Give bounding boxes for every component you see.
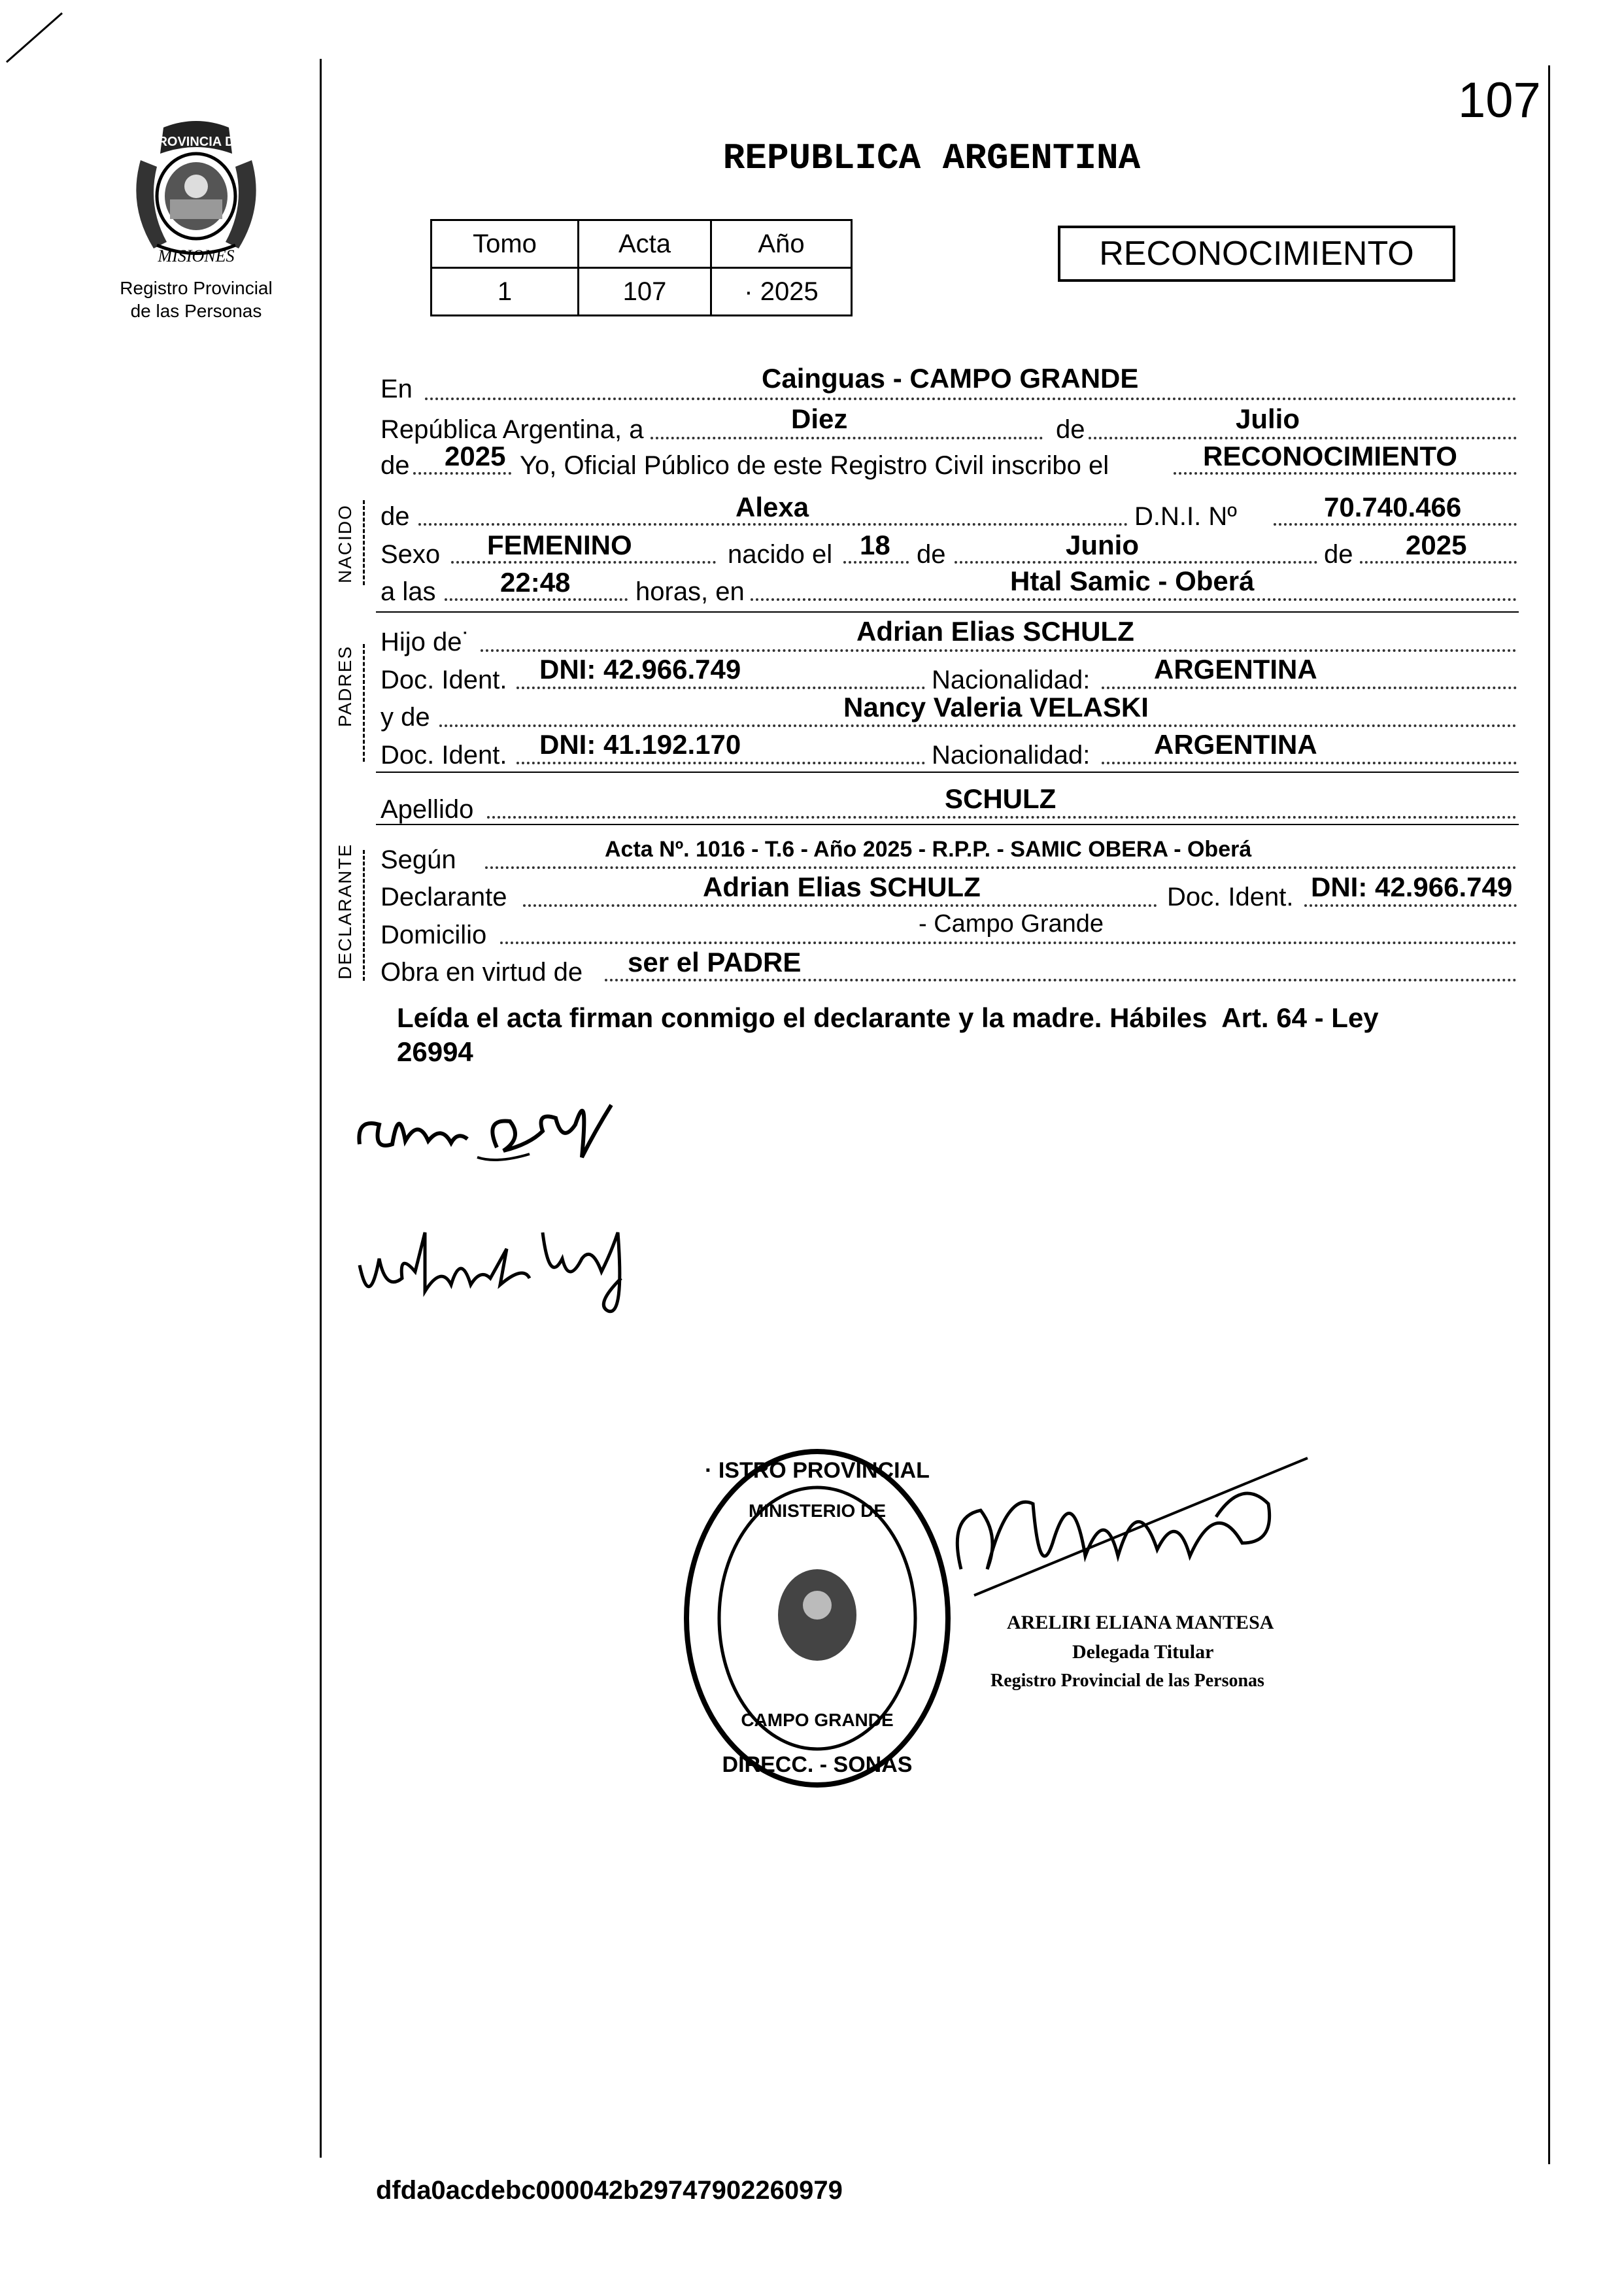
dots [523,904,1157,907]
value-day: Diez [791,403,848,434]
th-acta: Acta [579,220,711,268]
declarant-signature [347,1079,641,1190]
document-hash: dfda0acdebc000042b29747902260979 [376,2176,843,2205]
th-tomo: Tomo [431,220,579,268]
value-mother-name: Nancy Valeria VELASKI [843,692,1149,722]
label-obra-en-virtud: Obra en virtud de [381,958,583,987]
label-de-m: de [917,540,946,569]
label-a-las: a las [381,577,436,606]
label-doc-ident-mother: Doc. Ident. [381,741,507,770]
dots [445,598,628,601]
value-domicile: - Campo Grande [919,910,1104,938]
dots [1304,904,1517,907]
value-act-type: RECONOCIMIENTO [1203,441,1457,471]
label-dni: D.N.I. Nº [1134,502,1237,531]
dots [413,472,511,475]
document-country-title: REPUBLICA ARGENTINA [722,137,1141,179]
dots [418,523,1128,526]
dots [651,437,1043,439]
section-label-padres: PADRES [335,645,355,727]
value-birth-year: 2025 [1406,530,1467,560]
dots [605,979,1517,981]
dots [481,649,1517,652]
value-declarant: Adrian Elias SCHULZ [703,872,981,902]
label-yo-oficial: Yo, Oficial Público de este Registro Civil inscribo el [520,451,1109,480]
dots [451,561,716,564]
dots [1102,762,1517,764]
svg-text:MISIONES: MISIONES [158,246,235,265]
value-sex: FEMENINO [487,530,632,560]
label-doc-ident-father: Doc. Ident. [381,666,507,694]
label-republica: República Argentina, a [381,415,644,444]
dots [1089,437,1517,439]
label-nacido-el: nacido el [728,540,833,569]
label-hijo-de: Hijo de˙ [381,628,471,656]
value-declarant-doc: DNI: 42.966.749 [1311,872,1513,902]
label-nacionalidad-father: Nacionalidad: [932,666,1091,694]
official-stamp [673,1438,961,1798]
dots [516,687,925,689]
document-type-box: RECONOCIMIENTO [1058,226,1455,282]
value-father-name: Adrian Elias SCHULZ [856,616,1134,647]
org-name-line2: de las Personas [130,301,262,321]
dots [843,561,909,564]
corner-mark [0,0,78,72]
section-label-declarante: DECLARANTE [335,843,355,979]
mother-signature [353,1213,641,1331]
province-seal-logo [118,114,275,271]
value-father-nationality: ARGENTINA [1154,654,1317,685]
label-de-y: de [1324,540,1353,569]
dots [1174,472,1517,475]
left-margin-line [320,59,322,2158]
dots [485,866,1517,869]
value-father-doc: DNI: 42.966.749 [539,654,741,685]
svg-text:MINISTERIO DE: MINISTERIO DE [748,1501,887,1521]
official-signature [941,1438,1334,1635]
value-surname: SCHULZ [945,783,1057,814]
value-mother-doc: DNI: 41.192.170 [539,729,741,760]
value-year: 2025 [445,441,506,471]
label-doc-ident-declarant: Doc. Ident. [1167,883,1294,911]
dots [516,762,925,764]
th-ano: Año [711,220,852,268]
label-nacionalidad-mother: Nacionalidad: [932,741,1091,770]
td-acta: 107 [579,268,711,316]
label-de-name: de [381,502,410,531]
closing-line-1: Leída el acta firman conmigo el declarante y la madre. Hábiles Art. 64 - Ley [397,1002,1379,1033]
dots [487,816,1517,819]
official-title: Delegada Titular [1072,1641,1214,1663]
value-month: Julio [1236,403,1300,434]
value-child-name: Alexa [736,492,809,522]
value-segun: Acta Nº. 1016 - T.6 - Año 2025 - R.P.P. - SAMIC OBERA - Oberá [605,837,1252,862]
dots [439,724,1517,727]
section-divider [363,500,367,585]
page-number: 107 [1458,73,1541,128]
section-divider [363,644,367,762]
value-birth-day: 18 [860,530,890,560]
label-segun: Según [381,845,456,874]
dots [1360,561,1517,564]
value-capacity: ser el PADRE [628,947,802,977]
section-label-nacido: NACIDO [335,504,355,583]
label-sexo: Sexo [381,540,441,569]
dots [1102,687,1517,689]
dots [425,398,1517,400]
svg-text:CAMPO GRANDE: CAMPO GRANDE [741,1710,894,1730]
org-name-line1: Registro Provincial [120,278,273,298]
section-rule [376,772,1519,773]
dots [500,942,1517,944]
label-horas-en: horas, en [635,577,745,606]
closing-line-2: 26994 [397,1036,473,1067]
right-margin-line [1548,65,1550,2164]
label-domicilio: Domicilio [381,921,487,949]
label-de-month: de [1056,415,1085,444]
svg-text:· ISTRO PROVINCIAL: · ISTRO PROVINCIAL [705,1458,930,1483]
value-birth-month: Junio [1066,530,1139,560]
section-divider [363,850,367,981]
label-declarante: Declarante [381,883,507,911]
section-rule [376,611,1519,613]
label-y-de: y de [381,703,430,732]
value-place: Cainguas - CAMPO GRANDE [762,363,1139,394]
td-tomo: 1 [431,268,579,316]
td-ano: · 2025 [711,268,852,316]
value-birth-place: Htal Samic - Oberá [1010,566,1255,596]
dots [955,561,1317,564]
value-mother-nationality: ARGENTINA [1154,729,1317,760]
value-child-dni: 70.740.466 [1324,492,1462,522]
official-org: Registro Provincial de las Personas [990,1671,1264,1691]
label-en: En [381,375,413,403]
value-birth-time: 22:48 [500,567,571,598]
label-apellido: Apellido [381,795,474,824]
label-de-year: de [381,451,410,480]
dots [1274,523,1517,526]
section-rule [376,824,1519,825]
official-name: ARELIRI ELIANA MANTESA [1007,1612,1274,1633]
volume-table [430,219,853,316]
svg-text:DIRECC. - SONAS: DIRECC. - SONAS [722,1752,913,1777]
dots [751,598,1517,601]
svg-text:PROVINCIA DE: PROVINCIA DE [149,135,243,149]
